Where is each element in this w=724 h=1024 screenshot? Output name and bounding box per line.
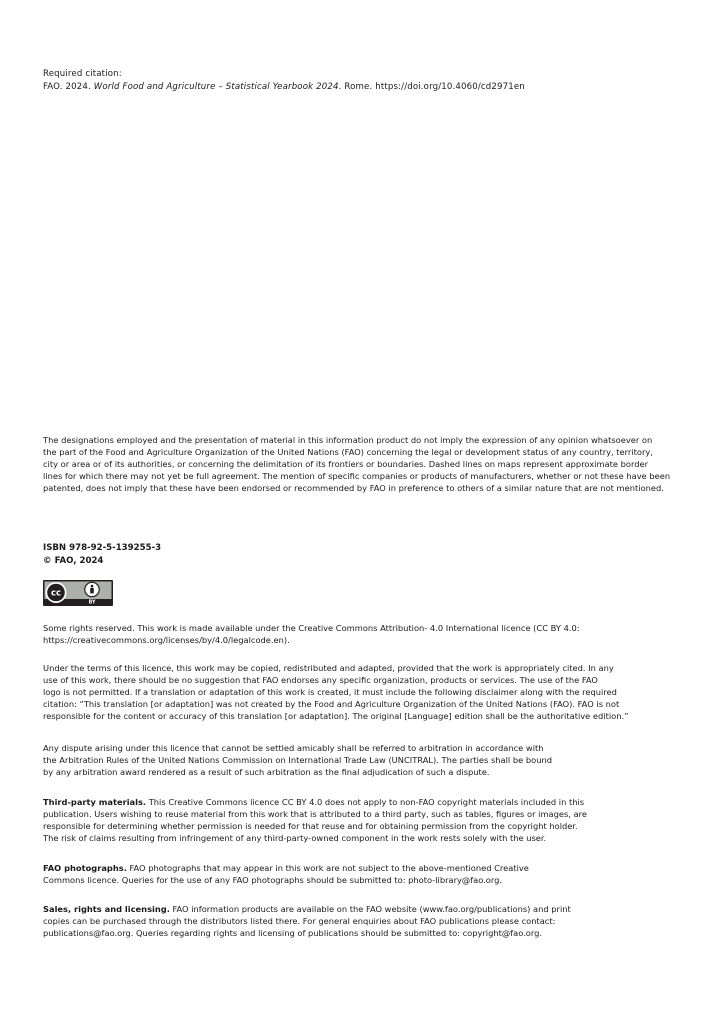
rights-line: Some rights reserved. This work is made available under the Creative Commons Attribution- 4.0 International licence (CC BY 4.0:	[43, 623, 580, 633]
citation-text	[43, 81, 525, 94]
dispute-line: Any dispute arising under this licence that cannot be settled amicably shall be referred to arbitration in accordance with	[43, 743, 544, 753]
by-mark-text: BY	[88, 600, 96, 606]
photographs-first-text: FAO photographs that may appear in this work are not subject to the above-mentioned Creative	[126, 863, 529, 873]
copyright-notice: © FAO, 2024	[43, 556, 104, 567]
disclaimer-line: the part of the Food and Agriculture Organization of the United Nations (FAO) concerning the legal or development status of any country, territory,	[43, 447, 653, 458]
terms-line: responsible for the content or accuracy of this translation [or adaptation]. The original [Language] edition shall be the authoritative edition.”	[43, 711, 629, 722]
sales-heading: Sales, rights and licensing.	[43, 904, 170, 914]
citation-label: Required citation:	[43, 69, 122, 79]
dispute-line: by any arbitration award rendered as a result of such arbitration as the final adjudication of such a dispute.	[43, 767, 490, 778]
cc-by-badge	[43, 580, 113, 610]
dispute-line: the Arbitration Rules of the United Nations Commission on International Trade Law (UNCITRAL). The parties shall be bound	[43, 755, 553, 766]
photographs-heading: FAO photographs.	[43, 863, 127, 873]
disclaimer-line: city or area or of its authorities, or concerning the delimitation of its frontiers or boundaries. Dashed lines on maps represent approximate border	[43, 459, 649, 470]
third-party-first-text: This Creative Commons licence CC BY 4.0 does not apply to non-FAO copyright materials included in this	[146, 797, 585, 807]
isbn-block	[43, 542, 161, 569]
cc-by-logo-icon	[43, 580, 113, 606]
disclaimer-line: lines for which there may not yet be full agreement. The mention of specific companies or products of manufacturers, whether or not these have been	[43, 471, 671, 482]
rights-paragraph	[43, 622, 580, 646]
sales-line: publications@fao.org. Queries regarding rights and licensing of publications should be submitted to: copyright@fao.org.	[43, 928, 543, 939]
sales-first-text: FAO information products are available on the FAO website (www.fao.org/publications) and print	[169, 904, 571, 914]
photographs-paragraph	[43, 862, 529, 886]
third-party-line: responsible for determining whether permission is needed for that reuse and for obtaining permission from the copyright holder.	[43, 821, 578, 832]
citation-title: World Food and Agriculture – Statistical Yearbook 2024	[93, 82, 339, 93]
citation-suffix: . Rome. https://doi.org/10.4060/cd2971en	[338, 82, 525, 93]
terms-line: Under the terms of this licence, this work may be copied, redistributed and adapted, provided that the work is appropriately cited. In any	[43, 663, 614, 673]
licence-terms-paragraph	[43, 662, 628, 722]
third-party-line: publication. Users wishing to reuse material from this work that is attributed to a third party, such as tables, figures or images, are	[43, 809, 587, 820]
third-party-paragraph	[43, 796, 587, 844]
sales-paragraph	[43, 903, 571, 939]
third-party-line: The risk of claims resulting from infringement of any third-party-owned component in the work rests solely with the user.	[43, 833, 547, 844]
terms-line: use of this work, there should be no suggestion that FAO endorses any specific organization, products or services. The use of the FAO	[43, 675, 598, 686]
disclaimer-line: patented, does not imply that these have been endorsed or recommended by FAO in preference to others of a similar nature that are not mentioned.	[43, 483, 664, 494]
photographs-first-line	[43, 862, 529, 874]
citation-prefix: FAO. 2024.	[43, 82, 94, 93]
disclaimer-paragraph	[43, 434, 670, 494]
sales-line: copies can be purchased through the distributors listed there. For general enquiries about FAO publications please contact:	[43, 916, 556, 927]
cc-mark-text: cc	[50, 588, 62, 599]
terms-line: logo is not permitted. If a translation or adaptation of this work is created, it must include the following disclaimer along with the required	[43, 687, 617, 698]
photographs-line: Commons licence. Queries for the use of any FAO photographs should be submitted to: photo-library@fao.org.	[43, 875, 503, 886]
isbn-number: ISBN 978-92-5-139255-3	[43, 543, 162, 553]
required-citation	[43, 68, 525, 95]
third-party-heading: Third-party materials.	[43, 797, 147, 807]
terms-line: citation: “This translation [or adaptation] was not created by the Food and Agriculture Organization of the United Nations (FAO). FAO is not	[43, 699, 620, 710]
sales-first-line	[43, 903, 571, 915]
dispute-paragraph	[43, 742, 552, 778]
third-party-first-line	[43, 796, 584, 808]
rights-line: https://creativecommons.org/licenses/by/4.0/legalcode.en).	[43, 635, 290, 646]
disclaimer-line: The designations employed and the presentation of material in this information product do not imply the expression of any opinion whatsoever on	[43, 435, 653, 445]
